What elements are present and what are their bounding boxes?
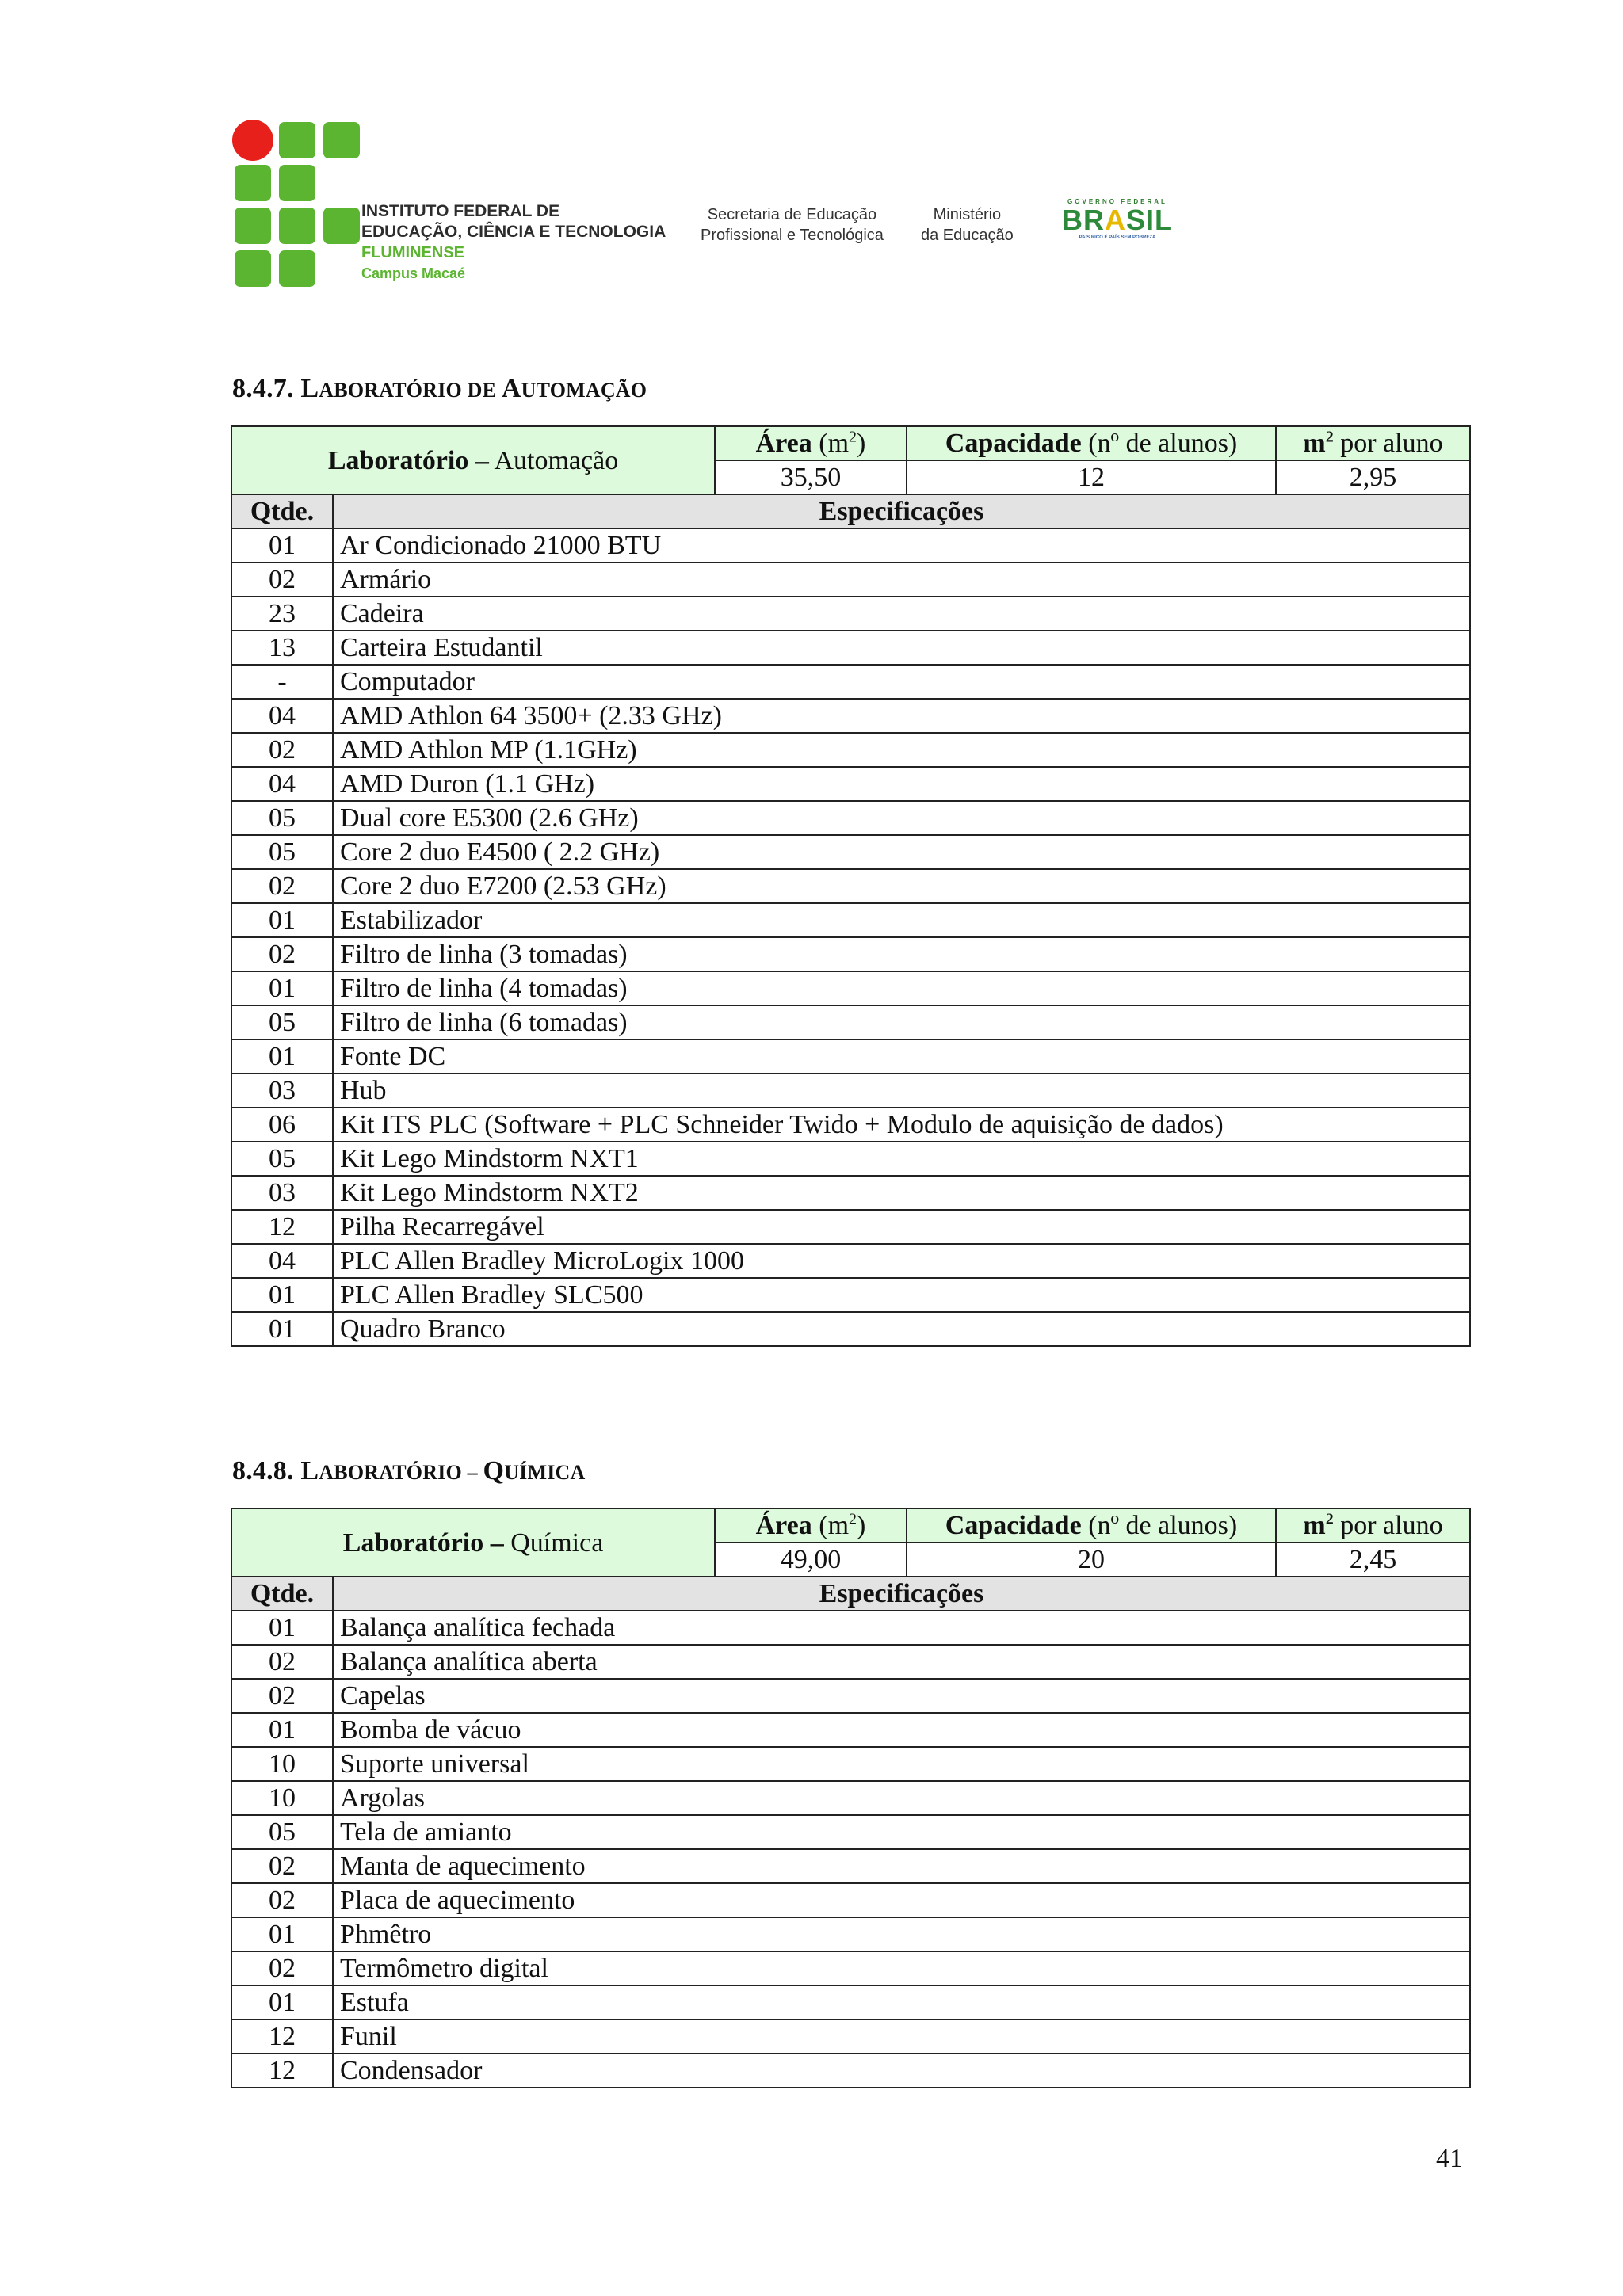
table-row xyxy=(231,1176,1470,1210)
row-spec: Computador xyxy=(333,665,1470,699)
table-row xyxy=(231,937,1470,971)
row-qty: 12 xyxy=(231,2019,333,2054)
row-spec: Suporte universal xyxy=(333,1747,1470,1781)
brasil-logo: GOVERNO FEDERAL BRASIL PAÍS RICO É PAÍS SEM POBREZA xyxy=(1061,198,1173,240)
table-row xyxy=(231,2054,1470,2088)
table-row xyxy=(231,1210,1470,1244)
table-row xyxy=(231,597,1470,631)
row-spec: PLC Allen Bradley SLC500 xyxy=(333,1278,1470,1312)
table-row xyxy=(231,1815,1470,1849)
row-qty: 02 xyxy=(231,1645,333,1679)
row-qty: 04 xyxy=(231,767,333,801)
row-qty: 05 xyxy=(231,801,333,835)
table-row xyxy=(231,1244,1470,1278)
spec-header: Especificações xyxy=(333,494,1470,528)
table-row xyxy=(231,1005,1470,1039)
area-value: 49,00 xyxy=(715,1543,907,1577)
m2-per-student-value: 2,45 xyxy=(1276,1543,1470,1577)
page-number: 41 xyxy=(1436,2144,1463,2173)
section-title-quimica: 8.4.8. LABORATÓRIO – QUÍMICA xyxy=(232,1456,586,1486)
spec-header: Especificações xyxy=(333,1577,1470,1611)
row-qty: 01 xyxy=(231,971,333,1005)
table-row xyxy=(231,1679,1470,1713)
table-row xyxy=(231,1142,1470,1176)
row-spec: AMD Athlon 64 3500+ (2.33 GHz) xyxy=(333,699,1470,733)
row-spec: Kit Lego Mindstorm NXT2 xyxy=(333,1176,1470,1210)
table-row xyxy=(231,767,1470,801)
row-spec: Quadro Branco xyxy=(333,1312,1470,1346)
row-spec: Condensador xyxy=(333,2054,1470,2088)
table-row xyxy=(231,1951,1470,1985)
logo-red-circle xyxy=(232,120,273,161)
row-spec: Bomba de vácuo xyxy=(333,1713,1470,1747)
table-row xyxy=(231,1713,1470,1747)
table-row xyxy=(231,2019,1470,2054)
row-qty: 01 xyxy=(231,1917,333,1951)
row-qty: 23 xyxy=(231,597,333,631)
row-spec: AMD Duron (1.1 GHz) xyxy=(333,767,1470,801)
secretaria-label: Secretaria de Educação Profissional e Tecnológica xyxy=(701,206,884,244)
row-qty: 04 xyxy=(231,699,333,733)
if-logo xyxy=(235,122,360,285)
capacity-value: 12 xyxy=(907,460,1276,494)
row-qty: 01 xyxy=(231,1039,333,1074)
row-spec: Estabilizador xyxy=(333,903,1470,937)
row-qty: 13 xyxy=(231,631,333,665)
table-row xyxy=(231,1781,1470,1815)
row-qty: 02 xyxy=(231,1849,333,1883)
row-spec: Manta de aquecimento xyxy=(333,1849,1470,1883)
row-qty: 01 xyxy=(231,1985,333,2019)
table-row xyxy=(231,1039,1470,1074)
row-qty: 02 xyxy=(231,1951,333,1985)
row-spec: Hub xyxy=(333,1074,1470,1108)
row-spec: Ar Condicionado 21000 BTU xyxy=(333,528,1470,563)
row-qty: 02 xyxy=(231,1679,333,1713)
table-row xyxy=(231,869,1470,903)
row-spec: Kit Lego Mindstorm NXT1 xyxy=(333,1142,1470,1176)
row-spec: Core 2 duo E7200 (2.53 GHz) xyxy=(333,869,1470,903)
row-spec: Cadeira xyxy=(333,597,1470,631)
lab-name-cell: Laboratório – Química xyxy=(231,1508,715,1577)
table-row xyxy=(231,733,1470,767)
row-qty: 05 xyxy=(231,1142,333,1176)
row-spec: PLC Allen Bradley MicroLogix 1000 xyxy=(333,1244,1470,1278)
area-value: 35,50 xyxy=(715,460,907,494)
row-spec: Armário xyxy=(333,563,1470,597)
row-qty: 10 xyxy=(231,1781,333,1815)
row-qty: 12 xyxy=(231,2054,333,2088)
qty-header: Qtde. xyxy=(231,494,333,528)
row-spec: Filtro de linha (3 tomadas) xyxy=(333,937,1470,971)
table-row xyxy=(231,563,1470,597)
row-qty: 05 xyxy=(231,1815,333,1849)
table-row xyxy=(231,1108,1470,1142)
table-row xyxy=(231,801,1470,835)
table-row xyxy=(231,665,1470,699)
row-spec: AMD Athlon MP (1.1GHz) xyxy=(333,733,1470,767)
row-qty: 01 xyxy=(231,1278,333,1312)
row-spec: Balança analítica fechada xyxy=(333,1611,1470,1645)
row-spec: Kit ITS PLC (Software + PLC Schneider Twido + Modulo de aquisição de dados) xyxy=(333,1108,1470,1142)
row-spec: Pilha Recarregável xyxy=(333,1210,1470,1244)
table-row xyxy=(231,1883,1470,1917)
table-row xyxy=(231,1611,1470,1645)
table-row xyxy=(231,1278,1470,1312)
lab-table-automacao xyxy=(231,425,1471,1347)
row-qty: 01 xyxy=(231,528,333,563)
row-qty: 02 xyxy=(231,869,333,903)
table-row xyxy=(231,903,1470,937)
row-spec: Phmêtro xyxy=(333,1917,1470,1951)
capacity-header: Capacidade (nº de alunos) xyxy=(907,1508,1276,1543)
table-row xyxy=(231,1074,1470,1108)
m2-per-student-header: $m^2$ por aluno xyxy=(1276,1508,1470,1543)
table-row xyxy=(231,1917,1470,1951)
m2-per-student-value: 2,95 xyxy=(1276,460,1470,494)
lab-table-quimica xyxy=(231,1508,1471,2088)
row-spec: Capelas xyxy=(333,1679,1470,1713)
row-spec: Core 2 duo E4500 ( 2.2 GHz) xyxy=(333,835,1470,869)
row-qty: 04 xyxy=(231,1244,333,1278)
institute-name: INSTITUTO FEDERAL DE EDUCAÇÃO, CIÊNCIA E TECNOLOGIA FLUMINENSE Campus Macaé xyxy=(361,202,666,281)
row-spec: Termômetro digital xyxy=(333,1951,1470,1985)
table-row xyxy=(231,1985,1470,2019)
row-spec: Filtro de linha (6 tomadas) xyxy=(333,1005,1470,1039)
row-spec: Placa de aquecimento xyxy=(333,1883,1470,1917)
table-row xyxy=(231,1849,1470,1883)
area-header: Área $(m^2)$ xyxy=(715,1508,907,1543)
row-spec: Balança analítica aberta xyxy=(333,1645,1470,1679)
row-qty: 05 xyxy=(231,1005,333,1039)
table-row xyxy=(231,528,1470,563)
row-qty: 02 xyxy=(231,733,333,767)
table-row xyxy=(231,1312,1470,1346)
section-title-automacao: 8.4.7. LABORATÓRIO DE AUTOMAÇÃO xyxy=(232,374,647,403)
lab-name-cell: Laboratório – Automação xyxy=(231,426,715,494)
row-qty: 01 xyxy=(231,903,333,937)
row-qty: 01 xyxy=(231,1312,333,1346)
row-spec: Filtro de linha (4 tomadas) xyxy=(333,971,1470,1005)
row-spec: Argolas xyxy=(333,1781,1470,1815)
row-qty: - xyxy=(231,665,333,699)
row-qty: 06 xyxy=(231,1108,333,1142)
capacity-value: 20 xyxy=(907,1543,1276,1577)
row-spec: Funil xyxy=(333,2019,1470,2054)
capacity-header: Capacidade (nº de alunos) xyxy=(907,426,1276,460)
row-qty: 10 xyxy=(231,1747,333,1781)
table-row xyxy=(231,631,1470,665)
page-header xyxy=(235,122,1186,296)
row-qty: 01 xyxy=(231,1611,333,1645)
row-qty: 03 xyxy=(231,1074,333,1108)
table-row xyxy=(231,971,1470,1005)
row-qty: 02 xyxy=(231,937,333,971)
row-qty: 01 xyxy=(231,1713,333,1747)
table-row xyxy=(231,1645,1470,1679)
row-spec: Dual core E5300 (2.6 GHz) xyxy=(333,801,1470,835)
row-qty: 02 xyxy=(231,563,333,597)
ministerio-label: Ministério da Educação xyxy=(921,206,1014,244)
row-qty: 02 xyxy=(231,1883,333,1917)
table-row xyxy=(231,835,1470,869)
row-spec: Fonte DC xyxy=(333,1039,1470,1074)
table-row xyxy=(231,1747,1470,1781)
row-qty: 05 xyxy=(231,835,333,869)
row-spec: Estufa xyxy=(333,1985,1470,2019)
qty-header: Qtde. xyxy=(231,1577,333,1611)
m2-per-student-header: $m^2$ por aluno xyxy=(1276,426,1470,460)
row-spec: Tela de amianto xyxy=(333,1815,1470,1849)
row-qty: 03 xyxy=(231,1176,333,1210)
row-qty: 12 xyxy=(231,1210,333,1244)
row-spec: Carteira Estudantil xyxy=(333,631,1470,665)
area-header: Área $(m^2)$ xyxy=(715,426,907,460)
table-row xyxy=(231,699,1470,733)
